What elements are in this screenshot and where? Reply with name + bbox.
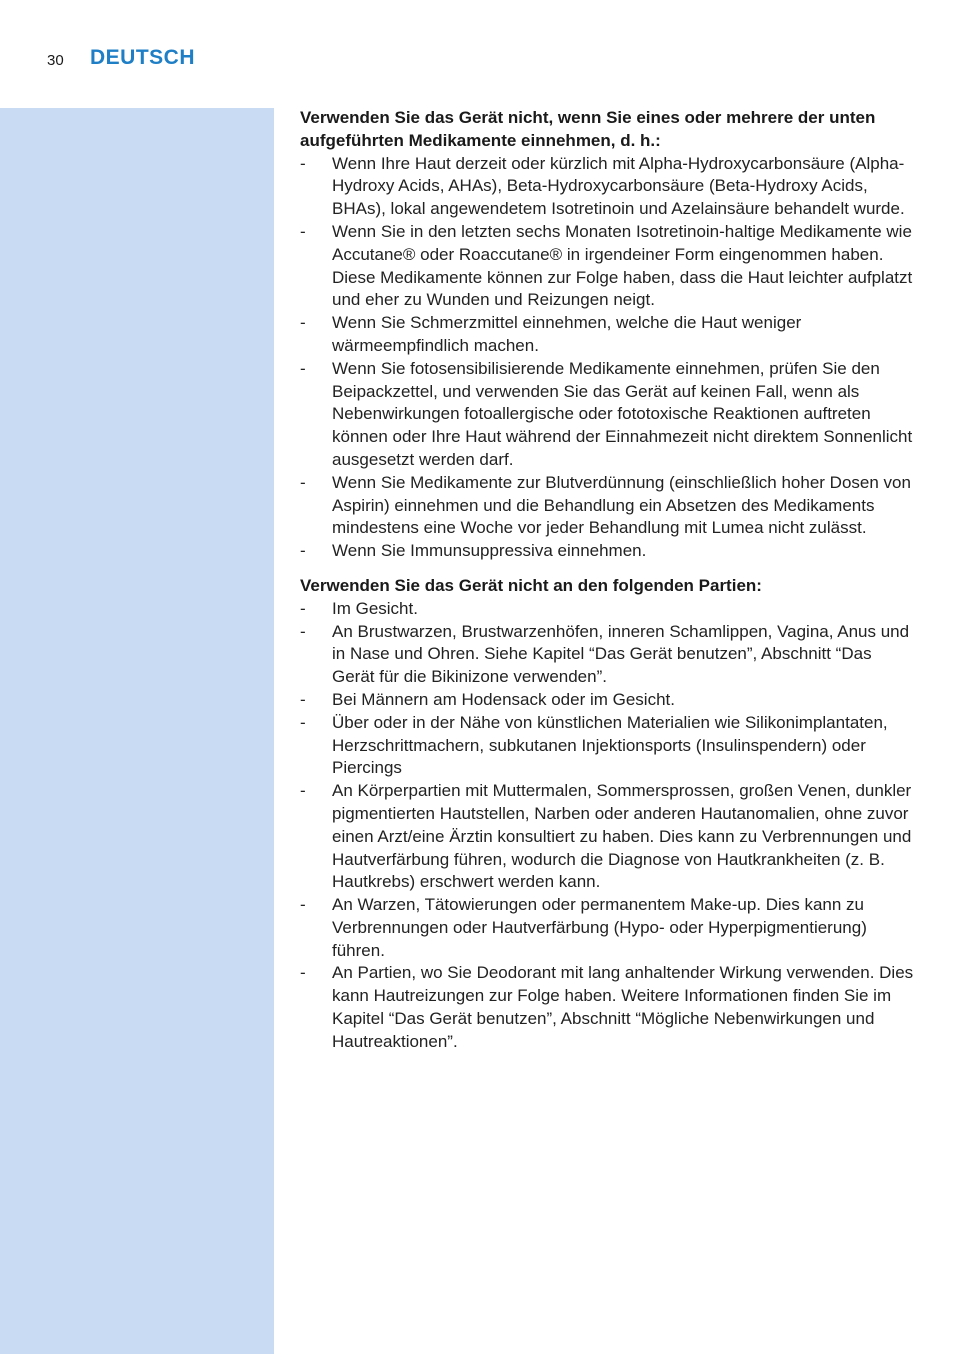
medications-section xyxy=(300,107,915,563)
list-item: - Wenn Sie fotosensibilisierende Medikamente einnehmen, prüfen Sie den Beipackzettel, und verwenden Sie das Gerät auf keinen Fall, wenn als Nebenwirkungen fotoallergische oder fototoxische Reaktionen auftreten können oder Ihre Haut während der Einnahmezeit nicht direktem Sonnenlicht ausgesetzt werden darf. xyxy=(300,358,913,469)
sidebar-panel xyxy=(0,108,274,1354)
medications-list xyxy=(300,153,915,563)
list-item: - Wenn Sie Schmerzmittel einnehmen, welche die Haut weniger wärmeempfindlich machen. xyxy=(300,313,802,355)
list-item: - Wenn Ihre Haut derzeit oder kürzlich mit Alpha-Hydroxycarbonsäure (Alpha-Hydroxy Acids, AHAs), Beta-Hydroxycarbonsäure (Beta-Hydroxy Acids, BHAs), lokal angewendetem Isotretinoin und Azelainsäure behandelt wurde. xyxy=(300,153,905,219)
list-item: - Bei Männern am Hodensack oder im Gesicht. xyxy=(300,689,675,709)
section-heading: Verwenden Sie das Gerät nicht an den folgenden Partien: xyxy=(300,575,762,595)
list-item: - Wenn Sie Immunsuppressiva einnehmen. xyxy=(300,541,647,561)
list-item: - Wenn Sie in den letzten sechs Monaten Isotretinoin-haltige Medikamente wie Accutane® oder Roaccutane® in irgendeiner Form eingenommen haben. Diese Medikamente können zur Folge haben, dass die Haut leichter aufplatzt und eher zu Wunden und Reizungen neigt. xyxy=(300,221,913,310)
list-item: - An Partien, wo Sie Deodorant mit lang anhaltender Wirkung verwenden. Dies kann Hautreizungen zur Folge haben. Weitere Informationen finden Sie im Kapitel “Das Gerät benutzen”, Abschnitt “Mögliche Nebenwirkungen und Hautreaktionen”. xyxy=(300,963,914,1051)
page-number: 30 xyxy=(47,52,64,69)
language-title: DEUTSCH xyxy=(90,46,196,69)
list-item: - Wenn Sie Medikamente zur Blutverdünnung (einschließlich hoher Dosen von Aspirin) einnehmen und die Behandlung ein Absetzen des Medikaments mindestens eine Woche vor jeder Behandlung mit Lumea nicht zulässt. xyxy=(300,472,911,538)
list-item: - An Warzen, Tätowierungen oder permanentem Make-up. Dies kann zu Verbrennungen oder Hautverfärbung (Hypo- oder Hyperpigmentierung) führen. xyxy=(300,895,867,960)
list-item: - Im Gesicht. xyxy=(300,598,418,618)
body-areas-list xyxy=(300,598,915,1054)
body-areas-section xyxy=(300,575,915,1054)
list-item: - Über oder in der Nähe von künstlichen Materialien wie Silikonimplantaten, Herzschrittmachern, subkutanen Injektionsports (Insulinspendern) oder Piercings xyxy=(300,712,888,778)
list-item: - An Brustwarzen, Brustwarzenhöfen, inneren Schamlippen, Vagina, Anus und in Nase und Ohren. Siehe Kapitel “Das Gerät benutzen”, Abschnitt “Das Gerät für die Bikinizone verwenden”. xyxy=(300,621,910,687)
list-item: - An Körperpartien mit Muttermalen, Sommersprossen, großen Venen, dunkler pigmentierten Hautstellen, Narben oder anderen Hautanomalien, ohne zuvor einen Arzt/eine Ärztin konsultiert zu haben. Dies kann zu Verbrennungen und Hautverfärbung führen, wodurch die Diagnose von Hautkrankheiten (z. B. Hautkrebs) erschwert werden kann. xyxy=(300,781,912,892)
main-content xyxy=(300,107,915,1054)
section-heading: Verwenden Sie das Gerät nicht, wenn Sie eines oder mehrere der unten aufgeführten Medikamente einnehmen, d. h.: xyxy=(300,108,876,150)
